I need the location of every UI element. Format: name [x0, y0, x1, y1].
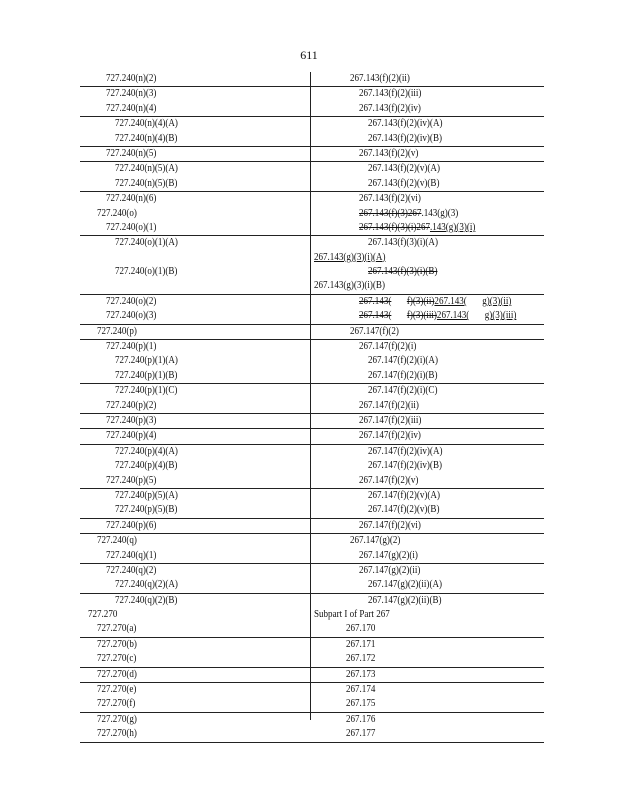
table-row: [80, 72, 544, 87]
new-section-cell: [368, 265, 437, 279]
text-fragment: .143(g)(3): [421, 207, 459, 219]
table-row: [80, 325, 544, 340]
table-row: [80, 102, 544, 117]
table-row: [80, 221, 544, 236]
old-section-cell: 727.240(n)(3): [106, 88, 157, 100]
new-section-cell: 267.147(f)(2)(i)(C): [368, 385, 438, 397]
table-row: [80, 578, 544, 593]
old-section-cell: 727.270(e): [97, 684, 137, 696]
old-section-cell: 727.240(p)(4)(B): [115, 460, 178, 472]
deleted-text: 267.143(f)(3)(i): [359, 221, 417, 233]
new-section-cell: 267.143(f)(2)(v)(A): [368, 163, 440, 175]
new-section-cell: 267.143(f)(2)(v): [359, 147, 419, 159]
new-section-cell: 267.143(g)(3)(i)(B): [314, 280, 385, 292]
inserted-text: 267.143(g)(3)(i)(A): [314, 251, 386, 263]
new-section-cell: 267.147(g)(2)(ii)(A): [368, 579, 442, 591]
old-section-cell: 727.240(n)(6): [106, 193, 157, 205]
table-row: [80, 549, 544, 564]
new-section-cell: 267.177: [345, 728, 375, 740]
new-section-cell: 267.175: [345, 698, 375, 710]
table-row: [80, 354, 544, 368]
old-section-cell: 727.240(q)(1): [106, 549, 157, 561]
old-section-cell: 727.240(p)(4): [106, 430, 157, 442]
new-section-cell: 267.143(f)(3)(i)(A): [368, 237, 438, 249]
table-row: [80, 192, 544, 206]
table-row: [80, 683, 544, 697]
old-section-cell: 727.270(b): [97, 638, 137, 650]
old-section-cell: 727.240(o)(2): [106, 295, 157, 307]
new-section-cell: 267.143(f)(2)(v)(B): [368, 177, 440, 189]
old-section-cell: 727.240(p)(5)(A): [115, 489, 178, 501]
table-row: [80, 177, 544, 192]
table-row: [80, 384, 544, 398]
old-section-cell: 727.240(p)(1)(A): [115, 355, 178, 367]
new-section-cell: 267.143(f)(2)(iv)(A): [368, 118, 443, 130]
old-section-cell: 727.240(p)(5)(B): [115, 504, 178, 516]
table-row: [80, 429, 544, 444]
deleted-text: 267.143(: [359, 295, 392, 307]
deleted-text: 267.143(: [359, 310, 392, 322]
new-section-cell: 267.170: [345, 623, 375, 635]
table-row: [80, 399, 544, 414]
new-section-cell: 267.147(f)(2)(iv)(A): [368, 445, 443, 457]
table-row: [80, 652, 544, 667]
table-row: [80, 638, 544, 652]
new-section-cell: 267.147(g)(2)(i): [359, 549, 418, 561]
old-section-cell: 727.240(p)(6): [106, 519, 157, 531]
table-row: [80, 668, 544, 683]
new-section-cell: 267.147(f)(2)(i)(A): [368, 355, 438, 367]
new-section-cell: 267.147(g)(2)(ii): [359, 564, 421, 576]
new-section-cell: [359, 221, 475, 235]
new-section-cell: 267.147(f)(2)(vi): [359, 519, 421, 531]
table-row: [80, 519, 544, 534]
old-section-cell: 727.240(q)(2)(B): [115, 594, 178, 606]
deleted-text: f)(3)(ii): [406, 295, 435, 307]
old-section-cell: 727.240(p)(5): [106, 474, 157, 486]
new-section-cell: Subpart I of Part 267: [314, 609, 390, 621]
table-row: [80, 132, 544, 147]
new-section-cell: 267.143(f)(2)(vi): [359, 193, 421, 205]
old-section-cell: 727.240(q)(2)(A): [115, 579, 178, 591]
table-row: [80, 608, 544, 622]
new-section-cell: 267.147(g)(2)(ii)(B): [368, 594, 442, 606]
table-row: [80, 309, 544, 324]
inserted-text: 267.143(: [436, 310, 470, 322]
new-section-cell: [359, 309, 516, 323]
old-section-cell: 727.240(n)(4): [106, 102, 157, 114]
table-row: [80, 117, 544, 131]
inserted-text: 267.143(: [434, 295, 467, 307]
old-section-cell: 727.240(o)(1): [106, 221, 157, 233]
deleted-text: 267: [416, 221, 430, 233]
new-section-cell: 267.147(g)(2): [350, 535, 401, 547]
table-row: [80, 697, 544, 712]
old-section-cell: 727.240(o): [97, 207, 137, 219]
table-row: [80, 369, 544, 384]
old-section-cell: 727.270(c): [97, 653, 137, 665]
inserted-text: g)(3)(iii): [484, 310, 517, 322]
new-section-cell: 267.147(f)(2)(i): [359, 341, 417, 353]
old-section-cell: 727.270(h): [97, 728, 137, 740]
deleted-text: f)(3)(iii): [406, 310, 437, 322]
table-row: [80, 622, 544, 637]
new-section-cell: 267.147(f)(2)(iv): [359, 430, 421, 442]
old-section-cell: 727.240(n)(4)(A): [115, 118, 178, 130]
table-row: [80, 162, 544, 176]
new-section-cell: 267.143(f)(2)(iv)(B): [368, 132, 442, 144]
new-section-cell: [314, 251, 385, 265]
new-section-cell: [359, 295, 511, 309]
old-section-cell: 727.240(p)(1): [106, 341, 157, 353]
inserted-text: g)(3)(ii): [482, 295, 512, 307]
old-section-cell: 727.270(g): [97, 713, 137, 725]
new-section-cell: 267.147(f)(2): [350, 325, 399, 337]
new-section-cell: 267.147(f)(2)(v)(A): [368, 489, 440, 501]
old-section-cell: 727.240(n)(5): [106, 147, 157, 159]
table-row: [80, 265, 544, 279]
inserted-text: .143(g)(3)(i): [429, 221, 476, 233]
new-section-cell: 267.147(f)(2)(i)(B): [368, 369, 438, 381]
new-section-cell: 267.147(f)(2)(iii): [359, 414, 422, 426]
old-section-cell: 727.240(o)(3): [106, 310, 157, 322]
old-section-cell: 727.240(q)(2): [106, 564, 157, 576]
new-section-cell: 267.147(f)(2)(iv)(B): [368, 460, 442, 472]
old-section-cell: 727.240(n)(5)(B): [115, 177, 178, 189]
table-row: [80, 295, 544, 309]
table-row: [80, 279, 544, 294]
new-section-cell: [359, 207, 458, 221]
old-section-cell: 727.240(p)(3): [106, 414, 157, 426]
page-number: 611: [300, 48, 318, 62]
old-section-cell: 727.240(n)(5)(A): [115, 163, 178, 175]
old-section-cell: 727.270(a): [97, 623, 137, 635]
deleted-text: 267.143(f)(3): [359, 207, 408, 219]
table-row: [80, 340, 544, 354]
new-section-cell: 267.172: [345, 653, 375, 665]
table-row: [80, 445, 544, 459]
old-section-cell: 727.240(o)(1)(A): [115, 237, 178, 249]
new-section-cell: 267.173: [345, 668, 375, 680]
table-row: [80, 236, 544, 250]
old-section-cell: 727.240(p): [97, 325, 137, 337]
deleted-text: 267.143(f)(3)(i)(B): [368, 266, 438, 278]
old-section-cell: 727.240(p)(4)(A): [115, 445, 178, 457]
new-section-cell: 267.174: [345, 684, 375, 696]
old-section-cell: 727.240(p)(2): [106, 399, 157, 411]
new-section-cell: 267.147(f)(2)(ii): [359, 399, 419, 411]
old-section-cell: 727.240(n)(2): [106, 73, 157, 84]
old-section-cell: 727.270(f): [97, 698, 136, 710]
table-row: [80, 503, 544, 518]
table-row: [80, 207, 544, 221]
new-section-cell: 267.143(f)(2)(iii): [359, 88, 422, 100]
new-section-cell: 267.176: [345, 713, 375, 725]
cross-reference-table: [80, 72, 544, 743]
table-row: [80, 147, 544, 162]
old-section-cell: 727.270: [88, 609, 118, 621]
table-row: [80, 459, 544, 473]
table-row: [80, 87, 544, 101]
new-section-cell: 267.143(f)(2)(ii): [350, 73, 410, 84]
table-row: [80, 474, 544, 489]
new-section-cell: 267.147(f)(2)(v)(B): [368, 504, 440, 516]
table-row: [80, 251, 544, 265]
old-section-cell: 727.240(p)(1)(B): [115, 369, 178, 381]
old-section-cell: 727.240(n)(4)(B): [115, 132, 178, 144]
new-section-cell: 267.147(f)(2)(v): [359, 474, 419, 486]
table-row: [80, 594, 544, 608]
table-row: [80, 713, 544, 727]
old-section-cell: 727.240(q): [97, 535, 137, 547]
new-section-cell: 267.143(f)(2)(iv): [359, 102, 421, 114]
old-section-cell: 727.240(p)(1)(C): [115, 385, 178, 397]
deleted-text: 267: [407, 207, 422, 219]
table-row: [80, 564, 544, 578]
table-row: [80, 414, 544, 429]
old-section-cell: 727.270(d): [97, 668, 137, 680]
table-row: [80, 534, 544, 548]
table-row: [80, 489, 544, 503]
old-section-cell: 727.240(o)(1)(B): [115, 266, 178, 278]
table-row: [80, 727, 544, 742]
new-section-cell: 267.171: [345, 638, 375, 650]
